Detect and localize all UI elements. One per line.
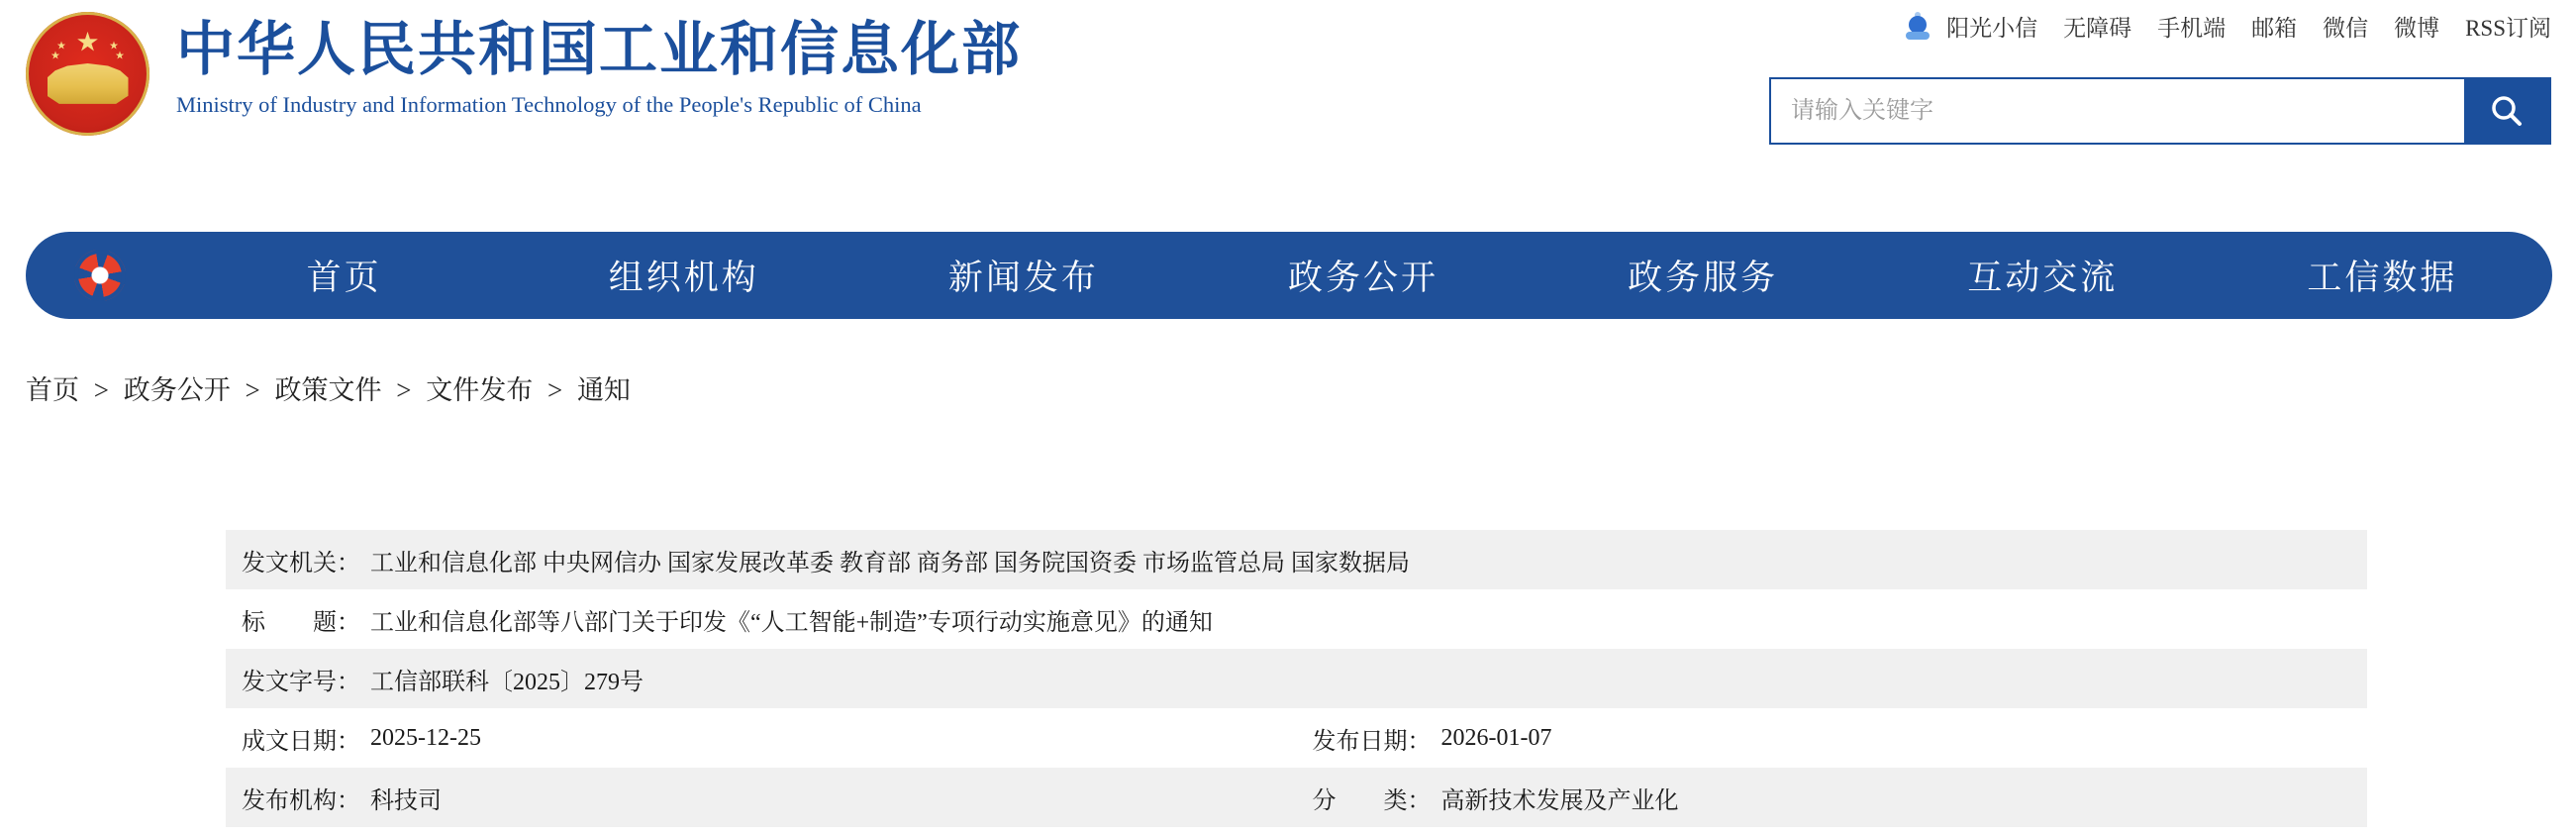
nav-item-industry-data[interactable]: 工信数据 [2307,259,2458,297]
miit-gear-logo-icon [26,250,174,301]
meta-label: 发文字号： [242,669,360,695]
breadcrumb-item-policy-documents[interactable]: 政策文件 [274,375,382,405]
breadcrumb-item-document-release[interactable]: 文件发布 [426,375,534,405]
meta-value: 科技司 [370,787,442,814]
table-row [226,768,2367,827]
meta-value: 工信部联科〔2025〕279号 [370,669,644,695]
toplink-rss[interactable]: RSS订阅 [2465,16,2551,41]
meta-cell-title [226,602,2367,637]
national-emblem-icon: ★ ★ ★ ★ ★ [26,12,149,136]
meta-label: 标 题： [242,609,360,636]
table-row [226,589,2367,649]
meta-label: 成文日期： [242,728,360,755]
toplink-accessibility[interactable]: 无障碍 [2063,16,2132,41]
site-title-block [176,14,1022,121]
meta-value: 2026-01-07 [1440,724,1552,751]
site-title-cn: 中华人民共和国工业和信息化部 [176,17,1023,82]
nav-item-interaction[interactable]: 互动交流 [1967,259,2119,297]
toplink-mobile[interactable]: 手机端 [2157,16,2227,41]
breadcrumb-item-government-affairs[interactable]: 政务公开 [123,375,231,405]
toplink-weibo[interactable]: 微博 [2394,16,2440,41]
meta-label: 发布机构： [242,787,360,814]
nav-item-organization[interactable]: 组织机构 [608,259,759,297]
search-button[interactable] [2464,79,2549,143]
meta-cell-issuing-agency [226,543,2367,577]
table-row [226,708,2367,768]
table-row [226,649,2367,708]
site-title-en: Ministry of Industry and Information Technology of the People's Republic of China [176,92,922,117]
breadcrumb-item-home[interactable]: 首页 [26,375,79,405]
meta-value: 工业和信息化部 中央网信办 国家发展改革委 教育部 商务部 国务院国资委 市场监管总局 国家数据局 [370,550,1410,576]
breadcrumb-item-notice[interactable]: 通知 [576,375,631,405]
breadcrumb-separator: > [245,375,260,405]
meta-label: 分 类： [1312,787,1432,814]
table-row [226,530,2367,589]
breadcrumb-separator: > [396,375,412,405]
sunshine-icon [1903,12,1932,42]
main-nav [26,232,2552,319]
meta-cell-category [1297,781,2368,815]
site-search [1769,77,2551,145]
nav-item-government-affairs[interactable]: 政务公开 [1287,259,1438,297]
nav-item-news[interactable]: 新闻发布 [947,259,1099,297]
nav-item-government-services[interactable]: 政务服务 [1628,259,1779,297]
meta-label: 发布日期： [1312,728,1432,755]
breadcrumb-separator: > [546,375,563,405]
toplink-wechat[interactable]: 微信 [2323,16,2369,41]
meta-value: 高新技术发展及产业化 [1440,787,1679,814]
toplink-sunshine-xiaoxin[interactable]: 阳光小信 [1946,16,2038,41]
meta-cell-publishing-organization [226,781,1297,815]
document-meta-table [226,530,2367,827]
meta-value: 工业和信息化部等八部门关于印发《“人工智能+制造”专项行动实施意见》的通知 [370,609,1213,636]
meta-cell-completion-date [226,721,1297,756]
toplink-mail[interactable]: 邮箱 [2251,16,2298,41]
nav-item-home[interactable]: 首页 [306,259,382,297]
breadcrumb-separator: > [93,375,109,405]
search-input[interactable] [1771,79,2464,143]
search-icon [2488,92,2526,130]
breadcrumb [26,368,631,407]
meta-value: 2025-12-25 [370,724,481,751]
meta-label: 发文机关： [242,550,360,576]
meta-cell-document-number [226,662,2367,696]
site-header [0,0,2576,198]
top-utility-links [1903,10,2551,43]
meta-cell-publish-date [1297,721,2368,756]
